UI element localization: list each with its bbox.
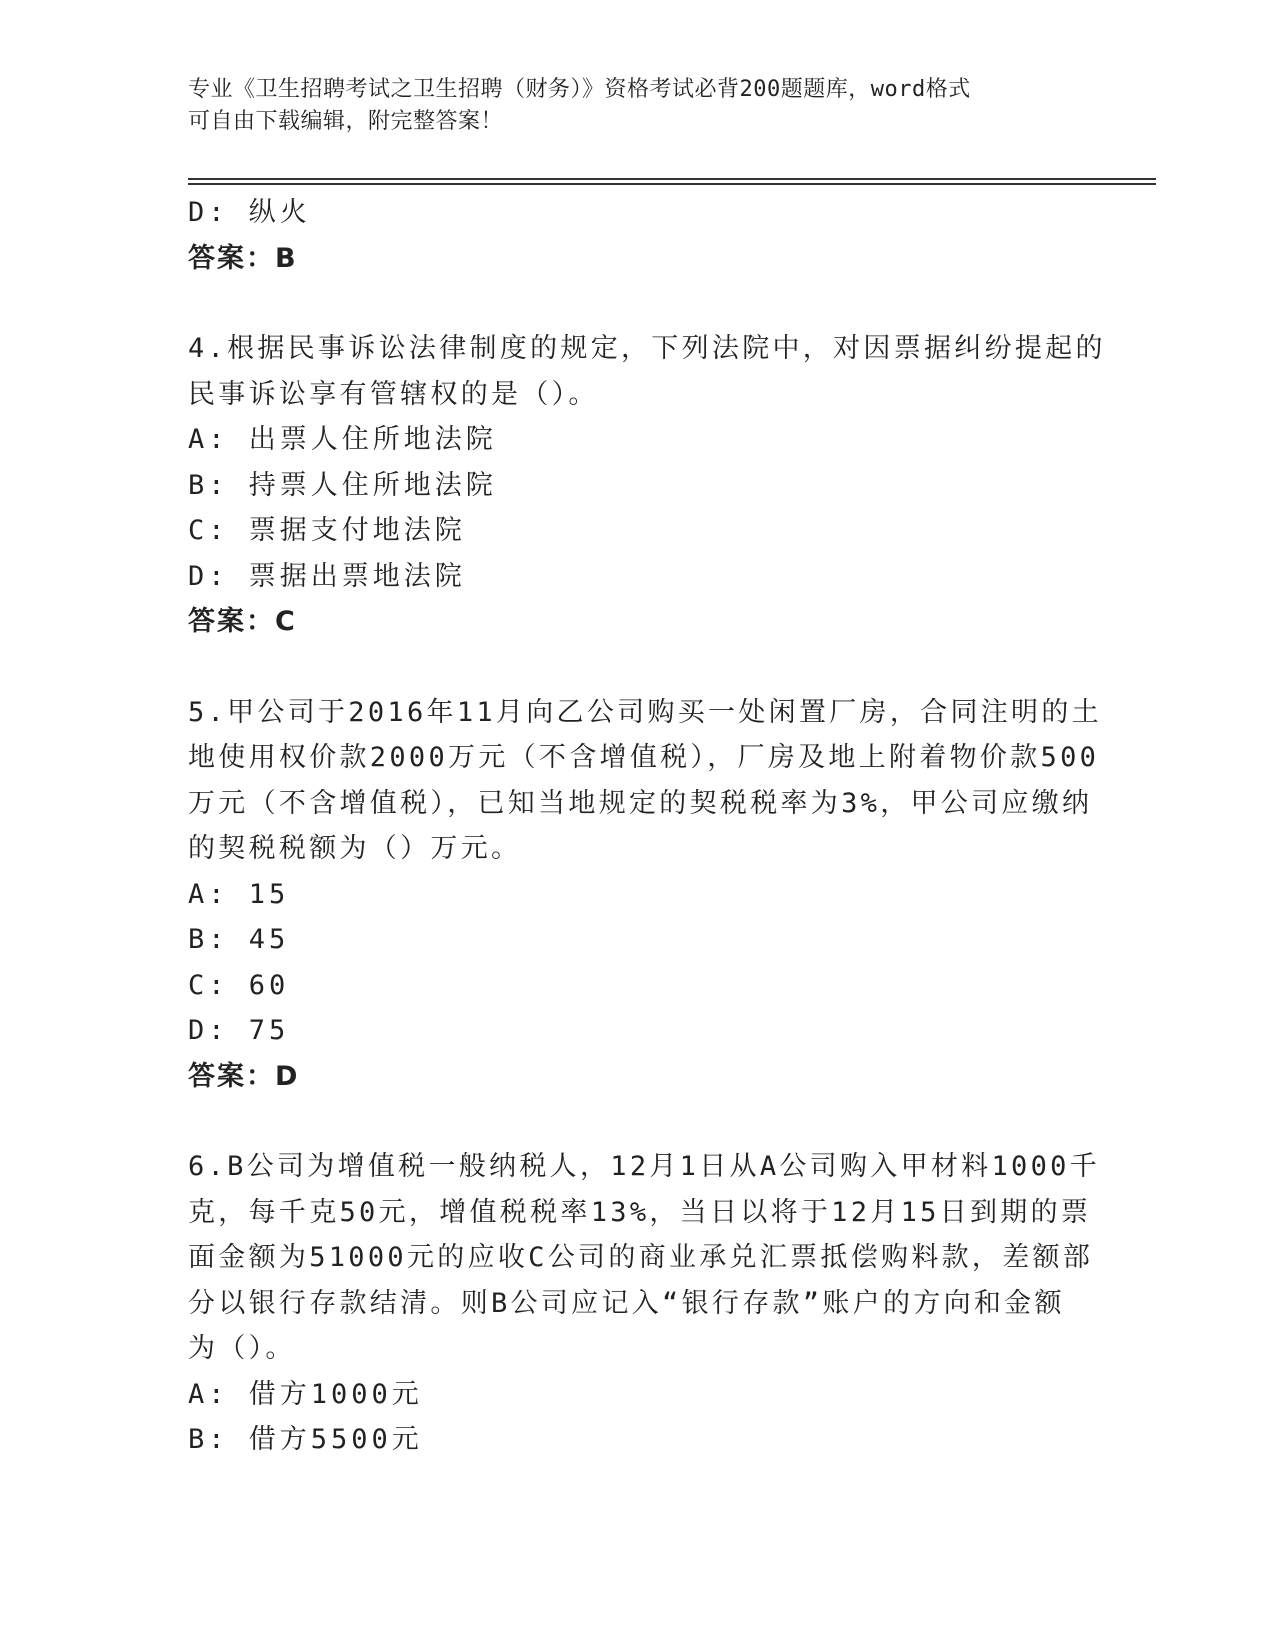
option-d: D: 75 bbox=[188, 1015, 290, 1046]
question-4 bbox=[188, 326, 1106, 645]
option-b: B: 借方5500元 bbox=[188, 1424, 423, 1455]
question-stem: 6.B公司为增值税一般纳税人，12月1日从A公司购入甲材料1000千 bbox=[188, 1151, 1101, 1182]
question-5 bbox=[188, 690, 1102, 1100]
header-rule-top bbox=[188, 178, 1156, 180]
document-header bbox=[188, 74, 1068, 138]
answer-label: 答案：C bbox=[188, 606, 297, 637]
question-stem: 的契税税额为（）万元。 bbox=[188, 833, 522, 864]
option-d: D: 票据出票地法院 bbox=[188, 560, 466, 592]
option-a: A: 出票人住所地法院 bbox=[188, 424, 497, 455]
spacer bbox=[188, 281, 1068, 326]
question-stem: 万元（不含增值税），已知当地规定的契税税率为3%，甲公司应缴纳 bbox=[188, 787, 1093, 819]
answer-label: 答案：D bbox=[188, 1060, 300, 1092]
option-d: D: 纵火 bbox=[188, 197, 311, 228]
question-stem: 5.甲公司于2016年11月向乙公司购买一处闲置厂房，合同注明的土 bbox=[188, 696, 1102, 728]
question-stem: 克，每千克50元，增值税税率13%，当日以将于12月15日到期的票 bbox=[188, 1196, 1092, 1228]
option-a: A: 借方1000元 bbox=[188, 1378, 423, 1410]
option-c: C: 票据支付地法院 bbox=[188, 515, 466, 546]
spacer bbox=[188, 1099, 1068, 1144]
option-b: B: 持票人住所地法院 bbox=[188, 469, 497, 501]
option-c: C: 60 bbox=[188, 969, 290, 1001]
header-line-1: 专业《卫生招聘考试之卫生招聘（财务）》资格考试必背200题题库，word格式 bbox=[188, 77, 971, 102]
question-3 bbox=[188, 190, 1068, 281]
question-stem: 民事诉讼享有管辖权的是（）。 bbox=[188, 378, 599, 410]
question-6 bbox=[188, 1144, 1101, 1463]
question-stem: 地使用权价款2000万元（不含增值税），厂房及地上附着物价款500 bbox=[188, 742, 1100, 773]
header-line-2: 可自由下载编辑，附完整答案！ bbox=[188, 109, 504, 134]
header-rule-bottom bbox=[188, 183, 1156, 185]
question-stem: 为（）。 bbox=[188, 1333, 296, 1364]
question-stem: 4.根据民事诉讼法律制度的规定，下列法院中，对因票据纠纷提起的 bbox=[188, 333, 1106, 364]
spacer bbox=[188, 645, 1068, 690]
question-stem: 分以银行存款结清。则B公司应记入“银行存款”账户的方向和金额 bbox=[188, 1287, 1065, 1319]
question-stem: 面金额为51000元的应收C公司的商业承兑汇票抵偿购料款，差额部 bbox=[188, 1242, 1094, 1273]
option-a: A: 15 bbox=[188, 878, 290, 910]
option-b: B: 45 bbox=[188, 924, 290, 955]
answer-label: 答案：B bbox=[188, 242, 298, 274]
question-content bbox=[188, 190, 1106, 1463]
